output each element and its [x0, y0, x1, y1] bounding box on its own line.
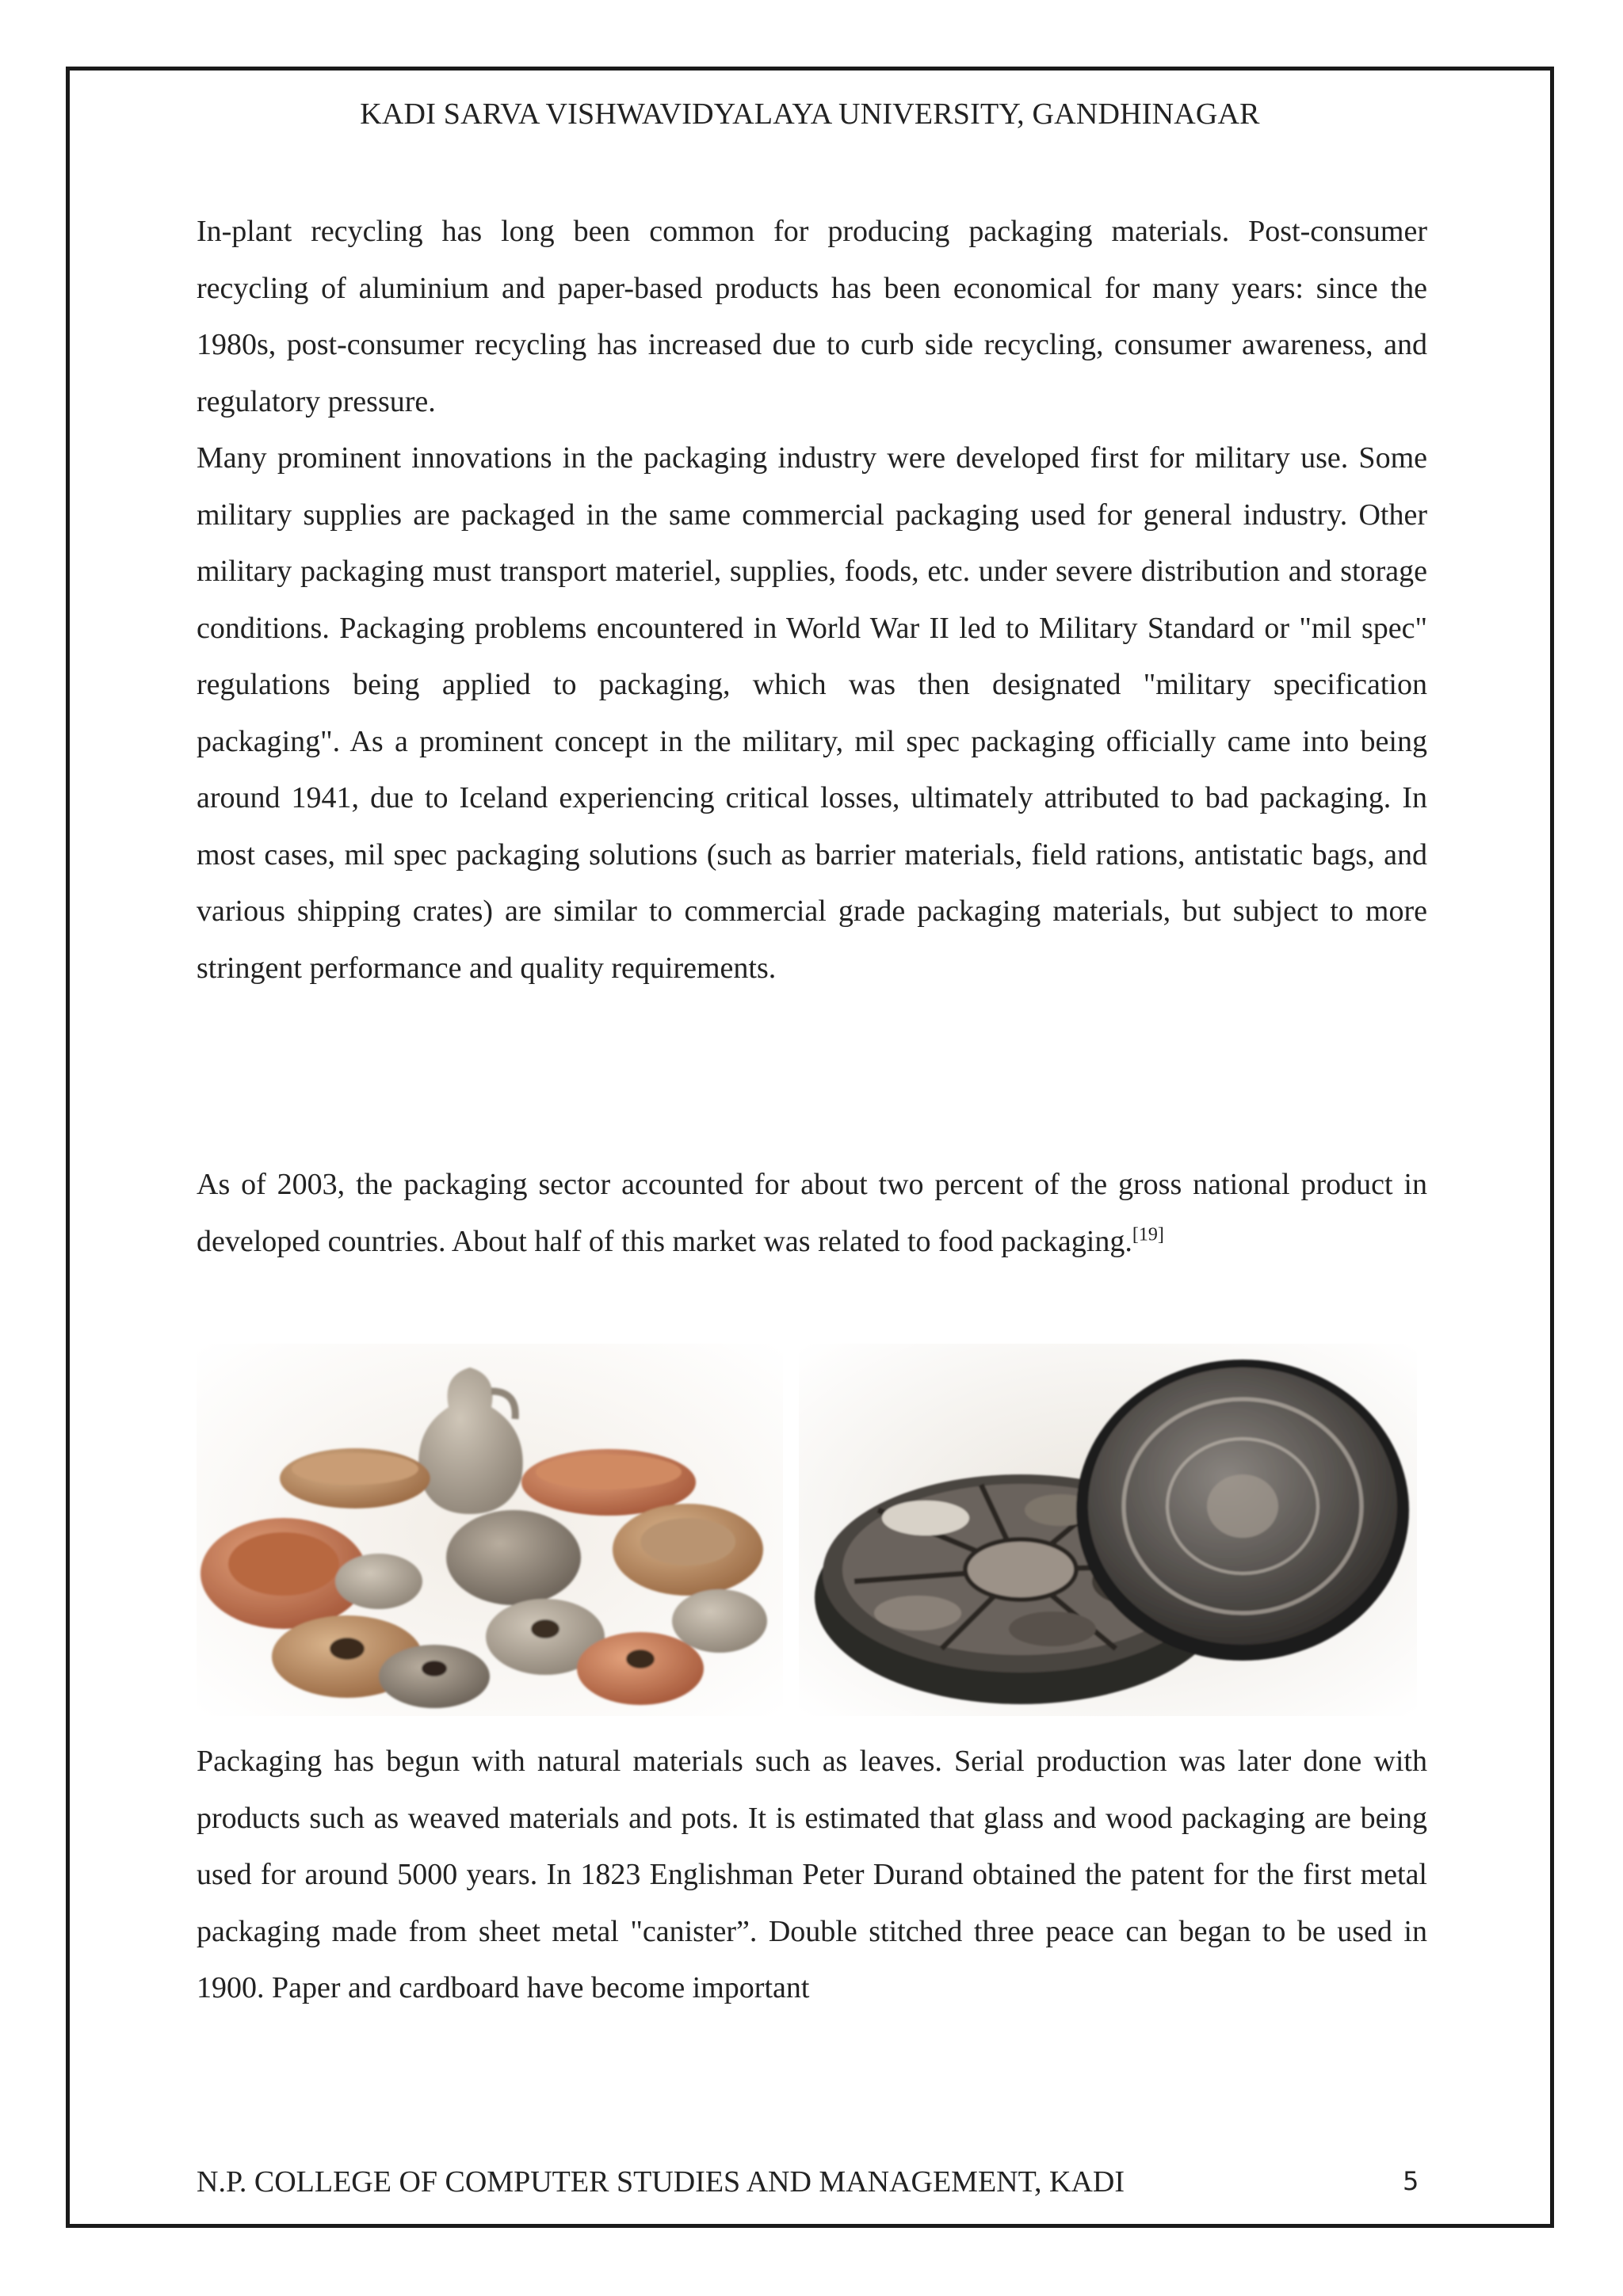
citation: [19] — [1132, 1223, 1164, 1245]
paragraph-military-packaging: Many prominent innovations in the packaging industry were developed first for military use. Some military supplies are packaged in the same commercial packaging used for general industry. Other military packaging must transport materiel, supplies, foods, etc. under severe distribution and storage conditions. Packaging problems encountered in World War II led to Military Standard or "mil spec" regulations being applied to packaging, which was then designated "military specification packaging". As a prominent concept in the military, mil spec packaging officially came into being around 1941, due to Iceland experiencing critical losses, ultimately attributed to bad packaging. In most cases, mil spec packaging solutions (such as barrier materials, field rations, antistatic bags, and various shipping crates) are similar to commercial grade packaging materials, but subject to more stringent performance and quality requirements. — [197, 441, 1427, 985]
ornate-spice-box-image — [799, 1344, 1417, 1716]
market-share-text: As of 2003, the packaging sector accounted for about two percent of the gross national product in developed countries. About half of this market was related to food packaging. — [197, 1168, 1427, 1258]
page-number: 5 — [1403, 2166, 1419, 2196]
text-block-recycling-military — [197, 204, 1427, 997]
paragraph-recycling: In-plant recycling has long been common for producing packaging materials. Post-consumer recycling of aluminium and paper-based products has been economical for many years: since the 1980s, post-consumer recycling has increased due to curb side recycling, consumer awareness, and regulatory pressure. — [197, 215, 1427, 418]
paragraph-packaging-history: Packaging has begun with natural materials such as leaves. Serial production was later done with products such as weaved materials and pots. It is estimated that glass and wood packaging are being used for around 5000 years. In 1823 Englishman Peter Durand obtained the patent for the first metal packaging made from sheet metal "canister”. Double stitched three peace can began to be used in 1900. Paper and cardboard have become important — [197, 1745, 1427, 2004]
page-footer: N.P. COLLEGE OF COMPUTER STUDIES AND MANAGEMENT, KADI — [197, 2165, 1125, 2199]
figures-row — [197, 1344, 1427, 1716]
page-header: KADI SARVA VISHWAVIDYALAYA UNIVERSITY, GANDHINAGAR — [360, 97, 1260, 131]
ancient-pottery-image — [197, 1344, 783, 1716]
text-block-market-share — [197, 1157, 1427, 1270]
text-block-packaging-history — [197, 1733, 1427, 2017]
paragraph-market-share — [197, 1157, 1427, 1270]
